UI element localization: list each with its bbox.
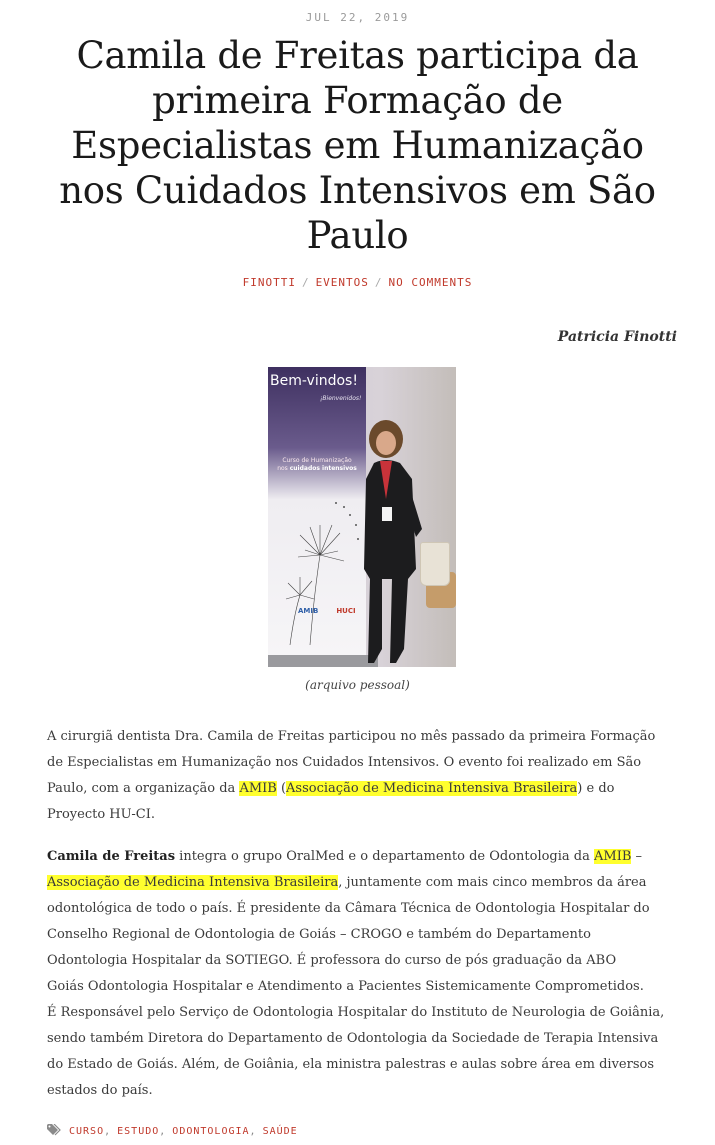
paragraph-line: Goiás Odontologia Hospitalar e Atendimento a Pacientes Sistemicamente Comprometidos. [47, 979, 644, 994]
paragraph-line [47, 870, 683, 896]
meta-separator: / [374, 276, 383, 289]
paragraph-line: Odontologia Hospitalar da SOTIEGO. É professora do curso de pós graduação da ABO [47, 953, 617, 968]
banner-course-line: Curso de Humanização [282, 457, 352, 464]
post-title-line: nos Cuidados Intensivos em São [59, 169, 656, 212]
bio-name: Camila de Freitas [47, 849, 176, 864]
post-meta [0, 276, 715, 289]
paragraph-line: Conselho Regional de Odontologia de Goiás – CROGO e também do Departamento [47, 927, 591, 942]
meta-separator: / [301, 276, 310, 289]
post-tags [47, 1124, 298, 1137]
person-figure [360, 419, 440, 667]
paragraph-line: A cirurgiã dentista Dra. Camila de Freitas participou no mês passado da primeira Formação [47, 729, 656, 744]
banner-course-line: nos [277, 465, 290, 472]
tag-separator: , [104, 1126, 112, 1137]
paragraph-line: do Estado de Goiás. Além, de Goiânia, ela ministra palestras e aulas sobre área em diversos [47, 1057, 654, 1072]
tag-link-saude[interactable]: SAÚDE [262, 1126, 298, 1137]
highlight-amib: AMIB [239, 781, 277, 796]
tag-separator: , [249, 1126, 257, 1137]
highlight-amib: AMIB [594, 849, 632, 864]
post-photo[interactable] [268, 367, 456, 667]
photo-banner [268, 367, 366, 655]
text-segment: , juntamente com mais cinco membros da área [338, 875, 647, 890]
post-byline: Patricia Finotti [557, 329, 677, 345]
post-title-line: Especialistas em Humanização [71, 124, 644, 167]
post-date: JUL 22, 2019 [305, 11, 410, 24]
text-segment: ) e do [577, 781, 615, 796]
banner-logos [298, 607, 356, 615]
text-segment: Paulo, com a organização da [47, 781, 240, 796]
author-link[interactable]: FINOTTI [242, 276, 296, 289]
paragraph-line [47, 776, 683, 802]
text-segment: – [631, 849, 643, 864]
text-segment: integra o grupo OralMed e o departamento de Odontologia da [175, 849, 594, 864]
tags-icon [47, 1124, 63, 1136]
post-title-line: primeira Formação de [152, 79, 563, 122]
tag-separator: , [159, 1126, 167, 1137]
paragraph-bio [47, 844, 683, 1104]
text-segment: ( [276, 781, 287, 796]
banner-logo-amib: AMIB [298, 607, 319, 615]
category-link[interactable]: EVENTOS [315, 276, 369, 289]
banner-course-highlight: cuidados intensivos [289, 465, 357, 472]
paragraph-line [47, 844, 683, 870]
paragraph-line: sendo também Diretora do Departamento de Odontologia da Sociedade de Terapia Intensiva [47, 1031, 659, 1046]
banner-course-text [272, 457, 362, 473]
post-title-line: Camila de Freitas participa da [76, 34, 639, 77]
dandelion-illustration [270, 495, 364, 645]
highlight-association: Associação de Medicina Intensiva Brasileira [47, 875, 339, 890]
paragraph-line: estados do país. [47, 1083, 153, 1098]
banner-logo-huci: HUCI [336, 607, 356, 615]
tag-link-curso[interactable]: CURSO [69, 1126, 105, 1137]
post-title[interactable] [30, 33, 685, 258]
tag-link-odontologia[interactable]: ODONTOLOGIA [172, 1126, 250, 1137]
banner-welcome-sub-text: ¡Bienvenidos! [320, 395, 362, 402]
paragraph-line: É Responsável pelo Serviço de Odontologia Hospitalar do Instituto de Neurologia de Goiânia, [47, 1005, 665, 1020]
comments-link[interactable]: NO COMMENTS [388, 276, 473, 289]
paragraph-line: de Especialistas em Humanização nos Cuidados Intensivos. O evento foi realizado em São [47, 755, 642, 770]
paragraph-line: Proyecto HU-CI. [47, 807, 155, 822]
paragraph-intro [47, 724, 683, 828]
paragraph-line: odontológica de todo o país. É presidente da Câmara Técnica de Odontologia Hospitalar do [47, 901, 650, 916]
banner-welcome-text: Bem-vindos! [270, 373, 358, 389]
highlight-association: Associação de Medicina Intensiva Brasileira [286, 781, 578, 796]
post-title-line: Paulo [306, 214, 409, 257]
photo-caption: (arquivo pessoal) [305, 678, 410, 692]
tag-link-estudo[interactable]: ESTUDO [117, 1126, 160, 1137]
